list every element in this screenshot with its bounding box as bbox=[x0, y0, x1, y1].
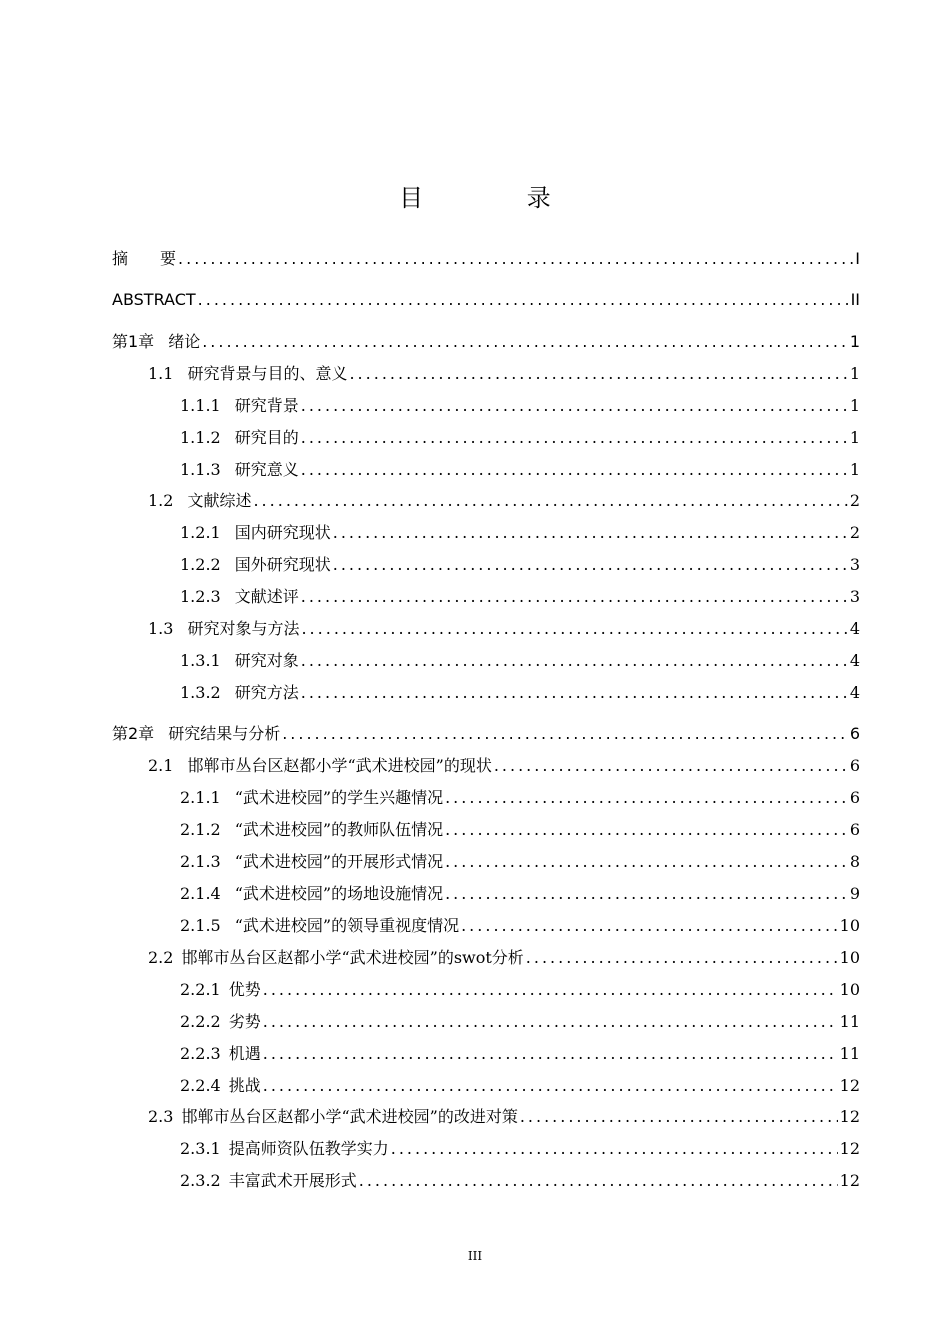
leader-dots bbox=[301, 586, 848, 608]
leader-dots bbox=[178, 248, 853, 270]
toc-text: 文献述评 bbox=[234, 587, 299, 606]
toc-text: 邯郸市丛台区赵都小学“武术进校园”的现状 bbox=[187, 756, 492, 775]
leader-dots bbox=[445, 851, 848, 873]
toc-page: 1 bbox=[849, 364, 860, 383]
toc-number: 第1章 bbox=[112, 332, 155, 351]
toc-entry-section[interactable] bbox=[112, 947, 860, 969]
toc-entry-subsection[interactable] bbox=[112, 395, 860, 417]
toc-page: 9 bbox=[849, 884, 860, 903]
toc-number: 1.3 bbox=[148, 619, 174, 638]
toc-number: 2.1.2 bbox=[180, 820, 221, 839]
toc-page: 1 bbox=[849, 332, 860, 351]
toc-text: “武术进校园”的开展形式情况 bbox=[234, 852, 444, 871]
toc-text: “武术进校园”的教师队伍情况 bbox=[234, 820, 444, 839]
toc-number: 第2章 bbox=[112, 724, 155, 743]
toc-page: 12 bbox=[839, 1139, 860, 1158]
toc-number: 1.2.3 bbox=[180, 587, 221, 606]
leader-dots bbox=[526, 947, 838, 969]
toc-number: 1.2 bbox=[148, 491, 174, 510]
toc-text: 优势 bbox=[228, 980, 261, 999]
toc-page: 4 bbox=[849, 619, 860, 638]
toc-entry-chapter[interactable] bbox=[112, 331, 860, 353]
leader-dots bbox=[301, 459, 848, 481]
toc-entry-section[interactable] bbox=[112, 490, 860, 512]
leader-dots bbox=[263, 1043, 838, 1065]
toc-entry-subsection[interactable] bbox=[112, 1075, 860, 1097]
toc-page: 11 bbox=[839, 1044, 860, 1063]
toc-text: “武术进校园”的学生兴趣情况 bbox=[234, 788, 444, 807]
leader-dots bbox=[282, 723, 848, 745]
leader-dots bbox=[263, 1075, 838, 1097]
toc-page: 6 bbox=[849, 788, 860, 807]
toc-page: 12 bbox=[839, 1171, 860, 1190]
toc-entry-abstract-en[interactable] bbox=[112, 289, 860, 311]
toc-number: 2.1.4 bbox=[180, 884, 221, 903]
toc-page: 10 bbox=[839, 980, 860, 999]
toc-page: 1 bbox=[849, 428, 860, 447]
toc-entry-subsection[interactable] bbox=[112, 787, 860, 809]
toc-text: 绪论 bbox=[168, 332, 201, 351]
toc-text: 研究目的 bbox=[234, 428, 299, 447]
toc-text: “武术进校园”的领导重视度情况 bbox=[234, 916, 460, 935]
toc-number: 2.3 bbox=[148, 1107, 174, 1126]
leader-dots bbox=[301, 618, 847, 640]
toc-page: 10 bbox=[839, 948, 860, 967]
leader-dots bbox=[198, 289, 849, 311]
toc-page: 3 bbox=[849, 587, 860, 606]
toc-page: 4 bbox=[849, 683, 860, 702]
toc-label: ABSTRACT bbox=[112, 290, 196, 309]
toc-text: 研究对象 bbox=[234, 651, 299, 670]
toc-number: 1.2.1 bbox=[180, 523, 221, 542]
leader-dots bbox=[445, 883, 848, 905]
leader-dots bbox=[301, 427, 848, 449]
toc-page: 12 bbox=[839, 1107, 860, 1126]
toc-text: 国外研究现状 bbox=[234, 555, 331, 574]
toc-number: 2.1.5 bbox=[180, 916, 221, 935]
toc-entry-subsection[interactable] bbox=[112, 586, 860, 608]
toc-page: 6 bbox=[849, 820, 860, 839]
toc-number: 1.1.2 bbox=[180, 428, 221, 447]
toc-entry-subsection[interactable] bbox=[112, 883, 860, 905]
toc-text: 研究结果与分析 bbox=[168, 724, 281, 743]
toc-page: 6 bbox=[849, 724, 860, 743]
toc-page: II bbox=[850, 290, 860, 309]
toc-entry-section[interactable] bbox=[112, 618, 860, 640]
toc-entry-subsection[interactable] bbox=[112, 819, 860, 841]
toc-entry-subsection[interactable] bbox=[112, 1170, 860, 1192]
toc-entry-chapter[interactable] bbox=[112, 723, 860, 745]
toc-number: 1.1 bbox=[148, 364, 174, 383]
toc-page: I bbox=[855, 249, 860, 268]
leader-dots bbox=[333, 554, 848, 576]
toc-number: 2.2.3 bbox=[180, 1044, 221, 1063]
toc-number: 2.2 bbox=[148, 948, 174, 967]
toc-entry-subsection[interactable] bbox=[112, 554, 860, 576]
toc-number: 2.1 bbox=[148, 756, 174, 775]
leader-dots bbox=[445, 787, 848, 809]
leader-dots bbox=[263, 979, 838, 1001]
toc-text: 研究对象与方法 bbox=[187, 619, 300, 638]
toc-number: 2.1.3 bbox=[180, 852, 221, 871]
toc-page: 2 bbox=[849, 491, 860, 510]
toc-entry-subsection[interactable] bbox=[112, 650, 860, 672]
toc-page: 12 bbox=[839, 1076, 860, 1095]
toc-page: 10 bbox=[839, 916, 860, 935]
toc-number: 1.2.2 bbox=[180, 555, 221, 574]
toc-entry-subsection[interactable] bbox=[112, 979, 860, 1001]
leader-dots bbox=[263, 1011, 838, 1033]
toc-page: 4 bbox=[849, 651, 860, 670]
toc-text: 研究背景与目的、意义 bbox=[187, 364, 348, 383]
toc-text: 文献综述 bbox=[187, 491, 252, 510]
toc-entry-section[interactable] bbox=[112, 755, 860, 777]
toc-text: 丰富武术开展形式 bbox=[228, 1171, 357, 1190]
toc-entry-abstract-cn[interactable] bbox=[112, 248, 860, 270]
toc-number: 1.3.2 bbox=[180, 683, 221, 702]
toc-number: 2.3.2 bbox=[180, 1171, 221, 1190]
toc-entry-subsection[interactable] bbox=[112, 522, 860, 544]
leader-dots bbox=[301, 682, 848, 704]
toc-entry-subsection[interactable] bbox=[112, 459, 860, 481]
toc-text: 研究方法 bbox=[234, 683, 299, 702]
toc-page: 1 bbox=[849, 460, 860, 479]
toc-label: 摘 要 bbox=[112, 249, 177, 268]
leader-dots bbox=[494, 755, 848, 777]
toc-text: “武术进校园”的场地设施情况 bbox=[234, 884, 444, 903]
toc-page: 11 bbox=[839, 1012, 860, 1031]
toc-page: 6 bbox=[849, 756, 860, 775]
toc-entry-section[interactable] bbox=[112, 363, 860, 385]
leader-dots bbox=[461, 915, 838, 937]
leader-dots bbox=[445, 819, 848, 841]
toc-number: 2.2.1 bbox=[180, 980, 221, 999]
leader-dots bbox=[520, 1106, 838, 1128]
toc-number: 2.2.2 bbox=[180, 1012, 221, 1031]
toc-number: 1.3.1 bbox=[180, 651, 221, 670]
toc-entry-subsection[interactable] bbox=[112, 427, 860, 449]
toc-number: 1.1.3 bbox=[180, 460, 221, 479]
toc-text: 研究背景 bbox=[234, 396, 299, 415]
toc-number: 1.1.1 bbox=[180, 396, 221, 415]
toc-page: 8 bbox=[849, 852, 860, 871]
page-title: 目 录 bbox=[399, 184, 599, 212]
toc-entry-subsection[interactable] bbox=[112, 1011, 860, 1033]
leader-dots bbox=[301, 395, 848, 417]
toc-page: 2 bbox=[849, 523, 860, 542]
leader-dots bbox=[349, 363, 847, 385]
toc-text: 机遇 bbox=[228, 1044, 261, 1063]
leader-dots bbox=[253, 490, 847, 512]
toc-page: 1 bbox=[849, 396, 860, 415]
leader-dots bbox=[202, 331, 848, 353]
footer-page-number: III bbox=[467, 1249, 483, 1263]
toc-entry-section[interactable] bbox=[112, 1106, 860, 1128]
toc-number: 2.1.1 bbox=[180, 788, 221, 807]
toc-page: 3 bbox=[849, 555, 860, 574]
toc-text: 国内研究现状 bbox=[234, 523, 331, 542]
toc-entry-subsection[interactable] bbox=[112, 1043, 860, 1065]
toc-text: 挑战 bbox=[228, 1076, 261, 1095]
toc-text: 研究意义 bbox=[234, 460, 299, 479]
leader-dots bbox=[333, 522, 848, 544]
toc-text: 邯郸市丛台区赵都小学“武术进校园”的改进对策 bbox=[181, 1107, 518, 1126]
leader-dots bbox=[301, 650, 848, 672]
toc-number: 2.2.4 bbox=[180, 1076, 221, 1095]
toc-entry-subsection[interactable] bbox=[112, 682, 860, 704]
leader-dots bbox=[359, 1170, 838, 1192]
toc-entry-subsection[interactable] bbox=[112, 1138, 860, 1160]
toc-number: 2.3.1 bbox=[180, 1139, 221, 1158]
leader-dots bbox=[391, 1138, 838, 1160]
toc-entry-subsection[interactable] bbox=[112, 915, 860, 937]
toc-text: 劣势 bbox=[228, 1012, 261, 1031]
toc-text: 提高师资队伍教学实力 bbox=[228, 1139, 389, 1158]
toc-text: 邯郸市丛台区赵都小学“武术进校园”的swot分析 bbox=[181, 948, 524, 967]
toc-entry-subsection[interactable] bbox=[112, 851, 860, 873]
